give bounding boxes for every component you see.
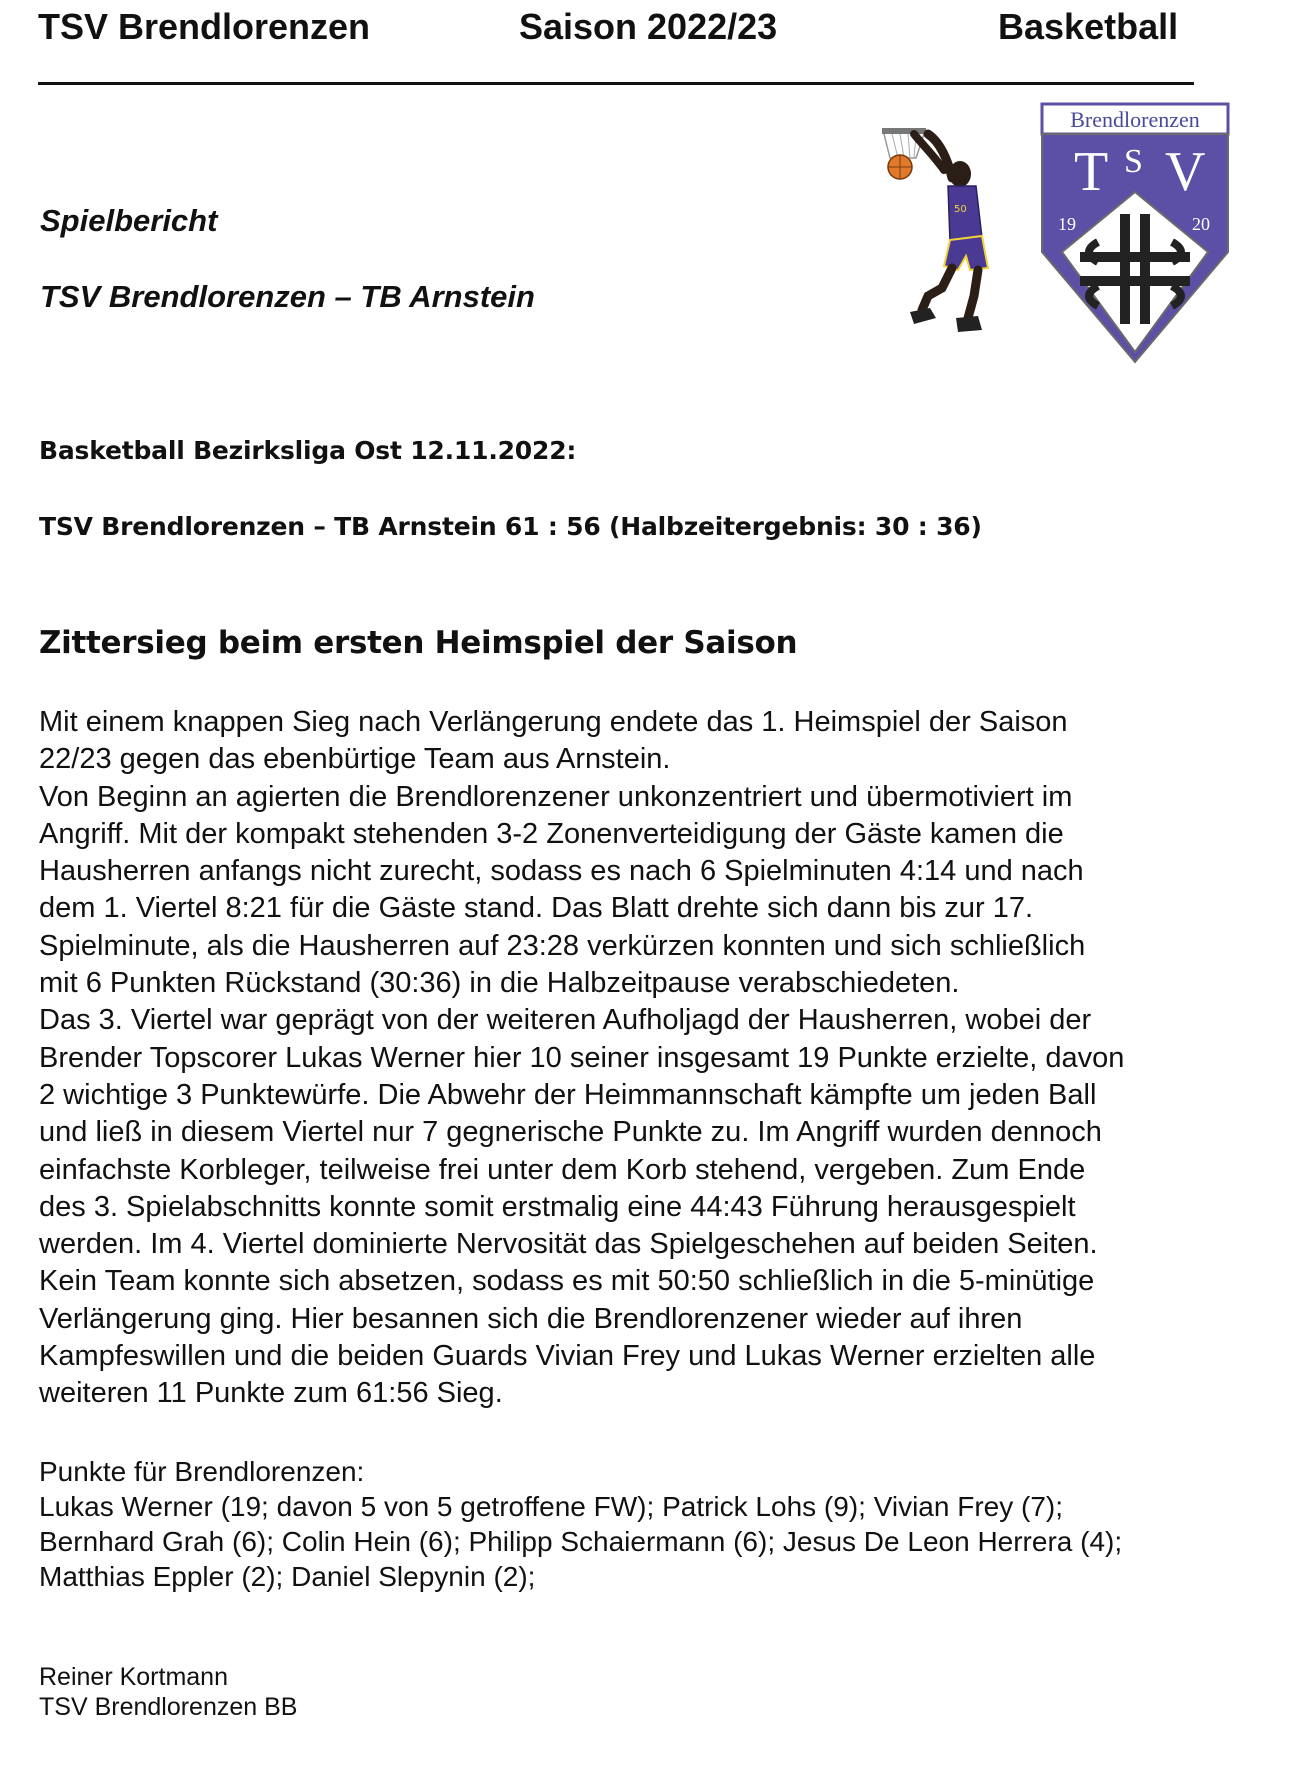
body-line: Das 3. Viertel war geprägt von der weiteren Aufholjagd der Hausherren, wobei der: [39, 1004, 1092, 1037]
body-line: Von Beginn an agierten die Brendlorenzener unkonzentriert und übermotiviert im: [39, 780, 1073, 813]
svg-text:V: V: [1165, 141, 1206, 203]
match-title: TSV Brendlorenzen – TB Arnstein: [40, 279, 535, 314]
body-line: 22/23 gegen das ebenbürtige Team aus Arnstein.: [39, 743, 671, 776]
season-header: Saison 2022/23: [519, 6, 778, 47]
hoop-rim: [882, 128, 926, 134]
article-body: [39, 704, 1279, 1413]
body-line: einfachste Korbleger, teilweise frei unter dem Korb stehend, vergeben. Zum Ende: [39, 1153, 1086, 1186]
body-line: Mit einem knappen Sieg nach Verlängerung endete das 1. Heimspiel der Saison: [39, 706, 1068, 738]
body-line: dem 1. Viertel 8:21 für die Gäste stand. Das Blatt drehte sich dann bis zur 17.: [39, 892, 1034, 925]
body-line: Spielminute, als die Hausherren auf 23:28 verkürzen konnten und sich schließlich: [39, 929, 1086, 962]
league-date: Basketball Bezirksliga Ost 12.11.2022:: [39, 436, 577, 465]
sport-header: Basketball: [998, 6, 1179, 47]
author-org: TSV Brendlorenzen BB: [39, 1693, 298, 1721]
body-line: und ließ in diesem Viertel nur 7 gegnerische Punkte zu. Im Angriff wurden dennoch: [39, 1116, 1102, 1149]
points-heading: Punkte für Brendlorenzen:: [39, 1456, 365, 1487]
report-label: Spielbericht: [40, 203, 218, 238]
header-rule: [38, 82, 1194, 85]
body-line: weiteren 11 Punkte zum 61:56 Sieg.: [39, 1377, 503, 1410]
points-line: Bernhard Grah (6); Colin Hein (6); Philipp Schaiermann (6); Jesus De Leon Herrera (4);: [39, 1526, 1123, 1557]
club-logo: [1040, 102, 1230, 364]
svg-text:19: 19: [1058, 214, 1076, 234]
points-line: Matthias Eppler (2); Daniel Slepynin (2);: [39, 1561, 536, 1592]
signature: [39, 1662, 297, 1722]
body-line: Hausherren anfangs nicht zurecht, sodass es nach 6 Spielminuten 4:14 und nach: [39, 855, 1084, 888]
body-line: des 3. Spielabschnitts konnte somit erstmalig eine 44:43 Führung herausgespielt: [39, 1190, 1076, 1223]
body-line: Kein Team konnte sich absetzen, sodass es mit 50:50 schließlich in die 5-minütige: [39, 1265, 1095, 1298]
svg-text:20: 20: [1192, 214, 1210, 234]
body-line: werden. Im 4. Viertel dominierte Nervosität das Spielgeschehen auf beiden Seiten.: [39, 1228, 1098, 1261]
svg-text:S: S: [1124, 143, 1143, 180]
body-line: Angriff. Mit der kompakt stehenden 3-2 Zonenverteidigung der Gäste kamen die: [39, 817, 1064, 850]
svg-text:50: 50: [954, 204, 967, 215]
author-name: Reiner Kortmann: [39, 1663, 228, 1691]
body-line: 2 wichtige 3 Punktewürfe. Die Abwehr der Heimmannschaft kämpfte um jeden Ball: [39, 1078, 1097, 1111]
svg-text:Brendlorenzen: Brendlorenzen: [1070, 107, 1200, 132]
svg-text:T: T: [1074, 141, 1109, 203]
points-list: [39, 1454, 1279, 1594]
body-line: Kampfeswillen und die beiden Guards Vivian Frey und Lukas Werner erzielten alle: [39, 1340, 1096, 1373]
match-result: TSV Brendlorenzen – TB Arnstein 61 : 56 (Halbzeitergebnis: 30 : 36): [39, 512, 982, 541]
body-line: mit 6 Punkten Rückstand (30:36) in die Halbzeitpause verabschiedeten.: [39, 967, 960, 1000]
article-headline: Zittersieg beim ersten Heimspiel der Saison: [39, 625, 798, 661]
basketball-player-illustration: [870, 120, 1030, 355]
points-line: Lukas Werner (19; davon 5 von 5 getroffene FW); Patrick Lohs (9); Vivian Frey (7);: [39, 1491, 1064, 1522]
body-line: Verlängerung ging. Hier besannen sich die Brendlorenzener wieder auf ihren: [39, 1302, 1023, 1335]
club-name-header: TSV Brendlorenzen: [38, 6, 371, 47]
body-line: Brender Topscorer Lukas Werner hier 10 seiner insgesamt 19 Punkte erzielte, davon: [39, 1041, 1125, 1074]
